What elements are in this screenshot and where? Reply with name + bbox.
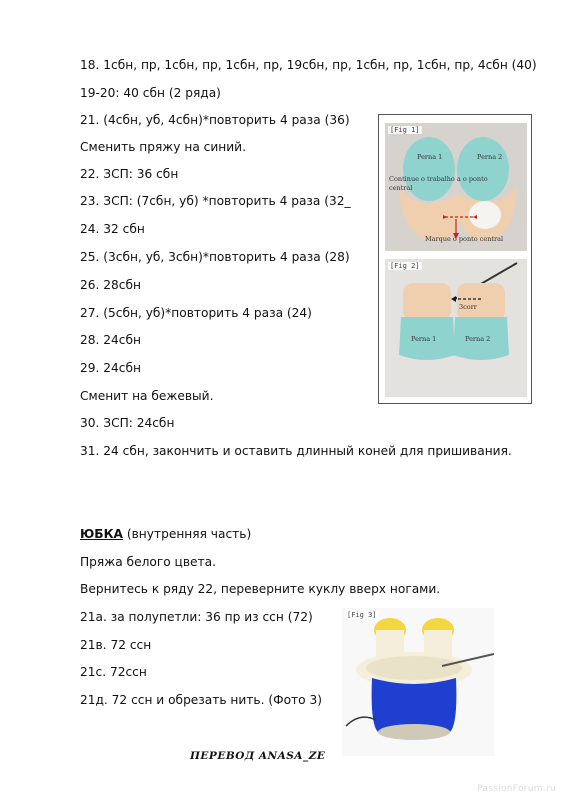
- fig2-drawing: [385, 259, 527, 397]
- fig1-perna2-label: Perna 2: [477, 153, 503, 161]
- pattern-row-23: 23. ЗСП: (7сбн, уб) *повторить 4 раза (32_: [80, 194, 351, 208]
- pattern-row-22: 22. ЗСП: 36 сбн: [80, 167, 179, 181]
- fig2-perna2-label: Perna 2: [465, 335, 491, 343]
- pattern-row-24: 24. 32 сбн: [80, 222, 145, 236]
- pattern-row-29: 29. 24сбн: [80, 361, 141, 375]
- pattern-row-30: 30. ЗСП: 24сбн: [80, 416, 175, 430]
- fig1-marque-note: Marque o ponto central: [425, 235, 504, 243]
- color-change-blue: Сменить пряжу на синий.: [80, 140, 246, 154]
- legs-photo-frame: [378, 114, 532, 404]
- skirt-yarn-note: Пряжа белого цвета.: [80, 555, 216, 569]
- skirt-heading: [80, 526, 251, 542]
- site-watermark: PassionForum.ru: [477, 784, 556, 794]
- skirt-row-21a: 21а. за полупетли: 36 пр из ссн (72): [80, 610, 313, 624]
- skirt-row-21c: 21с. 72ссн: [80, 665, 147, 679]
- pattern-row-19-20: 19-20: 40 сбн (2 ряда): [80, 86, 221, 100]
- fig1-perna1-label: Perna 1: [417, 153, 443, 161]
- translator-credit: ПЕРЕВОД ANASA_ZE: [190, 750, 326, 762]
- fig1-continue-note-2: central: [389, 184, 413, 192]
- fig2-label: [Fig 2]: [390, 262, 420, 270]
- fig2-photo: [385, 259, 527, 397]
- pattern-row-21: 21. (4сбн, уб, 4сбн)*повторить 4 раза (36): [80, 113, 350, 127]
- fig3-drawing: [342, 608, 494, 756]
- pattern-row-27: 27. (5сбн, уб)*повторить 4 раза (24): [80, 306, 312, 320]
- pattern-row-31: 31. 24 сбн, закончить и оставить длинный коней для пришивания.: [80, 444, 512, 458]
- pattern-row-26: 26. 28сбн: [80, 278, 141, 292]
- fig3-label: [Fig 3]: [347, 611, 377, 619]
- skirt-heading-subtitle: (внутренняя часть): [123, 527, 252, 541]
- fig1-label: [Fig 1]: [390, 126, 420, 134]
- fig2-3corr-label: 3corr: [459, 303, 477, 311]
- skirt-row-21d: 21д. 72 ссн и обрезать нить. (Фото 3): [80, 693, 322, 707]
- fig1-continue-note: Continue o trabalho a o ponto: [389, 175, 488, 183]
- fig1-photo: [385, 123, 527, 251]
- skirt-instruction: Вернитесь к ряду 22, переверните куклу вверх ногами.: [80, 582, 441, 596]
- skirt-row-21b: 21в. 72 ссн: [80, 638, 152, 652]
- pattern-row-18: 18. 1сбн, пр, 1сбн, пр, 1сбн, пр, 19сбн, пр, 1сбн, пр, 1сбн, пр, 4сбн (40): [80, 58, 537, 72]
- fig3-photo: [342, 608, 494, 756]
- pattern-row-25: 25. (3сбн, уб, 3сбн)*повторить 4 раза (28): [80, 250, 350, 264]
- skirt-heading-title: ЮБКА: [80, 527, 123, 541]
- color-change-beige: Сменит на бежевый.: [80, 389, 214, 403]
- pattern-row-28: 28. 24сбн: [80, 333, 141, 347]
- fig2-perna1-label: Perna 1: [411, 335, 437, 343]
